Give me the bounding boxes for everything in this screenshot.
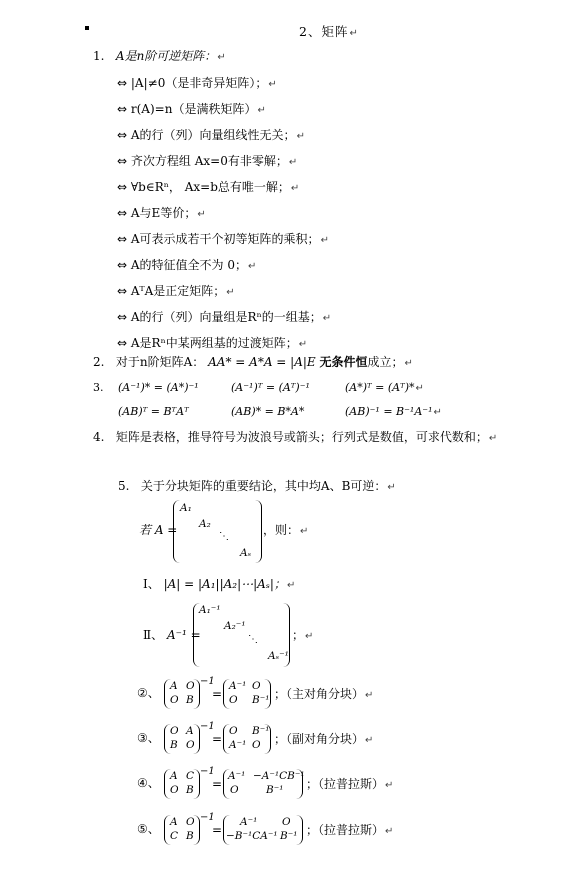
lhs-cell: B <box>170 739 178 751</box>
diag-as: Aₛ <box>240 547 252 559</box>
block-note: ；（副对角分块）↵ <box>274 732 374 746</box>
equivalence-text: A的特征值全不为 0； <box>130 258 248 272</box>
equivalence-arrow-icon: ⇔ <box>117 206 128 220</box>
diag-a1: A₁ <box>180 502 192 514</box>
item2-line: 2. 对于n阶矩阵A： AA* = A*A = |A|E 无条件恒成立；↵ <box>93 355 413 369</box>
rhs-cell: B⁻¹ <box>252 725 270 737</box>
equivalence-text: A是Rⁿ中某两组基的过渡矩阵； <box>130 336 298 350</box>
rhs-cell: −A⁻¹CB⁻¹ <box>253 770 305 782</box>
inv-as: Aₛ⁻¹ <box>268 650 289 662</box>
lhs-cell: B <box>186 784 194 796</box>
equivalence-arrow-icon: ⇔ <box>117 154 128 168</box>
inv-a1: A₁⁻¹ <box>199 604 221 616</box>
rhs-cell: A⁻¹ <box>229 680 247 692</box>
item3-r2c2: (AB)* = B*A* <box>231 405 305 418</box>
equivalence-text: AᵀA是正定矩阵； <box>130 284 226 298</box>
diag-a2: A₂ <box>199 518 211 530</box>
inverse-superscript: −1 <box>200 721 215 732</box>
lhs-cell: A <box>170 770 178 782</box>
equivalence-arrow-icon: ⇔ <box>117 336 128 350</box>
block-label: ②、 <box>137 686 160 700</box>
equivalence-item: ⇔ A的行（列）向量组线性无关；↵ <box>117 128 305 142</box>
result-2-label: Ⅱ、 A⁻¹ = <box>143 628 201 642</box>
diag-dots: ⋱ <box>219 531 230 542</box>
block-note: ；（主对角分块）↵ <box>274 687 374 701</box>
equivalence-item: ⇔ 齐次方程组 Ax=0有非零解；↵ <box>117 154 298 168</box>
rhs-cell: B⁻¹ <box>280 830 298 842</box>
block-note: ；（拉普拉斯）↵ <box>306 823 394 837</box>
rhs-cell: O <box>229 694 238 706</box>
equals-sign: = <box>212 687 223 701</box>
equals-sign: = <box>212 823 223 837</box>
equivalence-arrow-icon: ⇔ <box>117 76 128 90</box>
equals-sign: = <box>212 777 223 791</box>
item4-line: 4. 矩阵是表格，推导符号为波浪号或箭头；行列式是数值，可求代数和；↵ <box>93 430 498 444</box>
bullet-marker <box>85 26 89 30</box>
equivalence-item: ⇔ AᵀA是正定矩阵；↵ <box>117 284 235 298</box>
rhs-cell: O <box>282 816 291 828</box>
item1-header: 1. A是n阶可逆矩阵：↵ <box>93 49 226 63</box>
lhs-cell: O <box>170 725 179 737</box>
equivalence-item: ⇔ A的特征值全不为 0；↵ <box>117 258 257 272</box>
lhs-cell: O <box>170 784 179 796</box>
diag-prefix: 若 A = <box>139 523 178 537</box>
equivalence-item: ⇔ A的行（列）向量组是Rⁿ的一组基；↵ <box>117 310 332 324</box>
equivalence-text: |A|≠0（是非奇异矩阵）； <box>130 76 268 90</box>
rhs-cell: O <box>229 725 238 737</box>
equivalence-arrow-icon: ⇔ <box>117 102 128 116</box>
lhs-cell: O <box>170 694 179 706</box>
equivalence-arrow-icon: ⇔ <box>117 258 128 272</box>
block-label: ③、 <box>137 731 160 745</box>
inverse-superscript: −1 <box>200 766 215 777</box>
rhs-cell: O <box>252 680 261 692</box>
diag-right-paren <box>253 500 262 563</box>
lhs-cell: B <box>186 830 194 842</box>
rhs-cell: A⁻¹ <box>228 770 246 782</box>
equivalence-text: A的行（列）向量组是Rⁿ的一组基； <box>130 310 322 324</box>
item5-header: 5. 关于分块矩阵的重要结论，其中均A、B可逆：↵ <box>118 479 396 493</box>
equivalence-text: A可表示成若干个初等矩阵的乘积； <box>130 232 320 246</box>
equivalence-text: A的行（列）向量组线性无关； <box>130 128 296 142</box>
equivalence-text: r(A)=n（是满秩矩阵） <box>130 102 257 116</box>
equivalence-arrow-icon: ⇔ <box>117 284 128 298</box>
lhs-cell: C <box>186 770 195 782</box>
rhs-cell: B⁻¹ <box>266 784 284 796</box>
equivalence-text: ∀b∈Rⁿ， Ax=b总有唯一解； <box>130 180 290 194</box>
equivalence-arrow-icon: ⇔ <box>117 310 128 324</box>
lhs-cell: O <box>186 739 195 751</box>
lhs-cell: A <box>170 680 178 692</box>
rhs-cell: O <box>252 739 261 751</box>
rhs-cell: −B⁻¹CA⁻¹ <box>226 830 278 842</box>
item3-r2c1: (AB)ᵀ = BᵀAᵀ <box>118 405 189 418</box>
equivalence-item: ⇔ ∀b∈Rⁿ， Ax=b总有唯一解；↵ <box>117 180 300 194</box>
inverse-superscript: −1 <box>200 676 215 687</box>
diag-suffix: ，则：↵ <box>263 523 309 537</box>
item3-r1c2: (A⁻¹)ᵀ = (Aᵀ)⁻¹ <box>231 381 310 394</box>
equivalence-arrow-icon: ⇔ <box>117 128 128 142</box>
inv-suffix: ；↵ <box>292 628 314 642</box>
item3-r2c3: (AB)⁻¹ = B⁻¹A⁻¹↵ <box>345 405 442 418</box>
item3-r1c3: (A*)ᵀ = (Aᵀ)*↵ <box>345 381 424 394</box>
equivalence-arrow-icon: ⇔ <box>117 232 128 246</box>
equivalence-item: ⇔ |A|≠0（是非奇异矩阵）；↵ <box>117 76 277 90</box>
inverse-superscript: −1 <box>200 812 215 823</box>
inv-right-paren <box>281 603 290 667</box>
equivalence-item: ⇔ r(A)=n（是满秩矩阵）↵ <box>117 102 266 116</box>
block-label: ⑤、 <box>137 822 160 836</box>
rhs-cell: O <box>230 784 239 796</box>
lhs-cell: C <box>170 830 179 842</box>
lhs-cell: O <box>186 816 195 828</box>
item3-num: 3. <box>93 381 104 394</box>
equivalence-arrow-icon: ⇔ <box>117 180 128 194</box>
equivalence-text: A与E等价； <box>130 206 197 220</box>
block-note: ；（拉普拉斯）↵ <box>306 777 394 791</box>
equals-sign: = <box>212 732 223 746</box>
item3-r1c1: (A⁻¹)* = (A*)⁻¹ <box>118 381 199 394</box>
block-label: ④、 <box>137 776 160 790</box>
result-1: Ⅰ、 |A| = |A₁||A₂|⋯|Aₛ|；↵ <box>143 577 296 591</box>
lhs-cell: B <box>186 694 194 706</box>
section-title: 2、矩阵↵ <box>299 24 359 39</box>
equivalence-text: 齐次方程组 Ax=0有非零解； <box>130 154 288 168</box>
lhs-cell: A <box>170 816 178 828</box>
rhs-cell: A⁻¹ <box>240 816 258 828</box>
equivalence-item: ⇔ A是Rⁿ中某两组基的过渡矩阵；↵ <box>117 336 308 350</box>
inv-a2: A₂⁻¹ <box>224 620 246 632</box>
equivalence-item: ⇔ A与E等价；↵ <box>117 206 206 220</box>
rhs-cell: B⁻¹ <box>252 694 270 706</box>
rhs-cell: A⁻¹ <box>229 739 247 751</box>
inv-dots: ⋱ <box>248 634 259 645</box>
lhs-cell: O <box>186 680 195 692</box>
equivalence-item: ⇔ A可表示成若干个初等矩阵的乘积；↵ <box>117 232 329 246</box>
lhs-cell: A <box>186 725 194 737</box>
